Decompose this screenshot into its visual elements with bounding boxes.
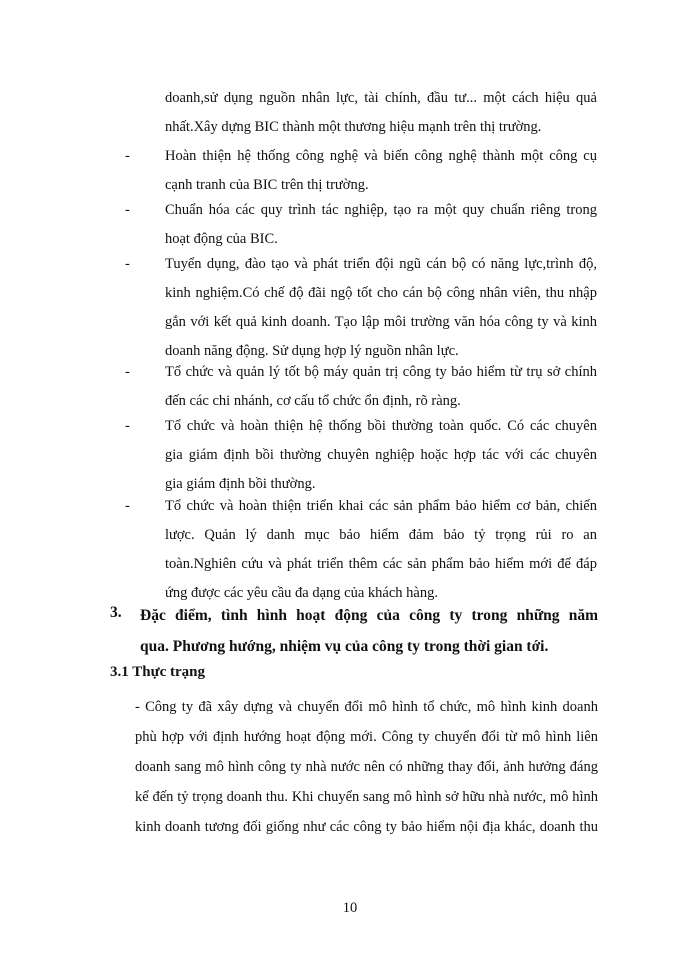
section-title-line: qua. Phương hướng, nhiệm vụ của công ty trong thời gian tới.: [140, 638, 549, 655]
subsection-title: 3.1 Thực trạng: [110, 664, 205, 680]
text-line: - Công ty đã xây dựng và chuyển đổi mô hình tổ chức, mô hình kinh doanh: [135, 699, 598, 715]
text-line: kinh doanh tương đối giống như các công ty bảo hiểm nội địa khác, doanh thu: [135, 819, 598, 835]
body-paragraph: [135, 692, 598, 842]
text-line: Tổ chức và hoàn thiện hệ thống bồi thường toàn quốc. Có các chuyên: [165, 418, 597, 434]
bullet-marker: -: [125, 202, 130, 218]
text-line: nhất.Xây dựng BIC thành một thương hiệu mạnh trên thị trường.: [165, 119, 542, 135]
text-line: ứng được các yêu cầu đa dạng của khách hàng.: [165, 585, 438, 601]
text-line: Chuẩn hóa các quy trình tác nghiệp, tạo ra một quy chuẩn riêng trong: [165, 202, 597, 218]
text-line: Tổ chức và hoàn thiện triển khai các sản phẩm bảo hiểm cơ bản, chiến: [165, 498, 597, 514]
bullet-marker: -: [125, 418, 130, 434]
text-line: toàn.Nghiên cứu và phát triển thêm các sản phẩm bảo hiểm mới để đáp: [165, 556, 597, 572]
text-line: doanh,sử dụng nguồn nhân lực, tài chính, đầu tư... một cách hiệu quả: [165, 90, 597, 106]
continuation-text: [165, 84, 597, 142]
text-line: Tổ chức và quản lý tốt bộ máy quản trị công ty bảo hiểm từ trụ sở chính: [165, 364, 597, 380]
text-line: gắn với kết quả kinh doanh. Tạo lập môi trường văn hóa công ty và kinh: [165, 314, 597, 330]
bullet-marker: -: [125, 364, 130, 380]
text-line: phù hợp với định hướng hoạt động mới. Công ty chuyển đổi từ mô hình liên: [135, 729, 598, 745]
text-line: hoạt động của BIC.: [165, 231, 278, 247]
text-line: gia giám định bồi thường chuyên nghiệp hoặc hợp tác với các chuyên: [165, 447, 597, 463]
bullet-marker: -: [125, 256, 130, 272]
section-title: [140, 600, 598, 662]
page-number: 10: [342, 900, 358, 916]
text-line: gia giám định bồi thường.: [165, 476, 316, 492]
section-title-line: Đặc điểm, tình hình hoạt động của công ty trong những năm: [140, 607, 598, 624]
bullet-item: [125, 250, 597, 366]
bullet-marker: -: [125, 498, 130, 514]
bullet-marker: -: [125, 148, 130, 164]
text-line: cạnh tranh của BIC trên thị trường.: [165, 177, 369, 193]
text-line: Hoàn thiện hệ thống công nghệ và biến công nghệ thành một công cụ: [165, 148, 597, 164]
bullet-item: [125, 196, 597, 254]
bullet-item: [125, 412, 597, 499]
bullet-item: [125, 358, 597, 416]
text-line: đến các chi nhánh, cơ cấu tổ chức ổn định, rõ ràng.: [165, 393, 461, 409]
text-line: kể đến tỷ trọng doanh thu. Khi chuyển sang mô hình sở hữu nhà nước, mô hình: [135, 789, 598, 805]
section-number: 3.: [110, 604, 122, 621]
text-line: Tuyển dụng, đào tạo và phát triển đội ngũ cán bộ có năng lực,trình độ,: [165, 256, 597, 272]
text-line: doanh sang mô hình công ty nhà nước nên có những thay đổi, ảnh hưởng đáng: [135, 759, 598, 775]
bullet-item: [125, 492, 597, 608]
bullet-item: [125, 142, 597, 200]
text-line: kinh nghiệm.Có chế độ đãi ngộ tốt cho cán bộ công nhân viên, thu nhập: [165, 285, 597, 301]
text-line: lược. Quản lý danh mục bảo hiểm đảm bảo tỷ trọng rủi ro an: [165, 527, 597, 543]
text-line: doanh năng động. Sử dụng hợp lý nguồn nhân lực.: [165, 343, 459, 359]
